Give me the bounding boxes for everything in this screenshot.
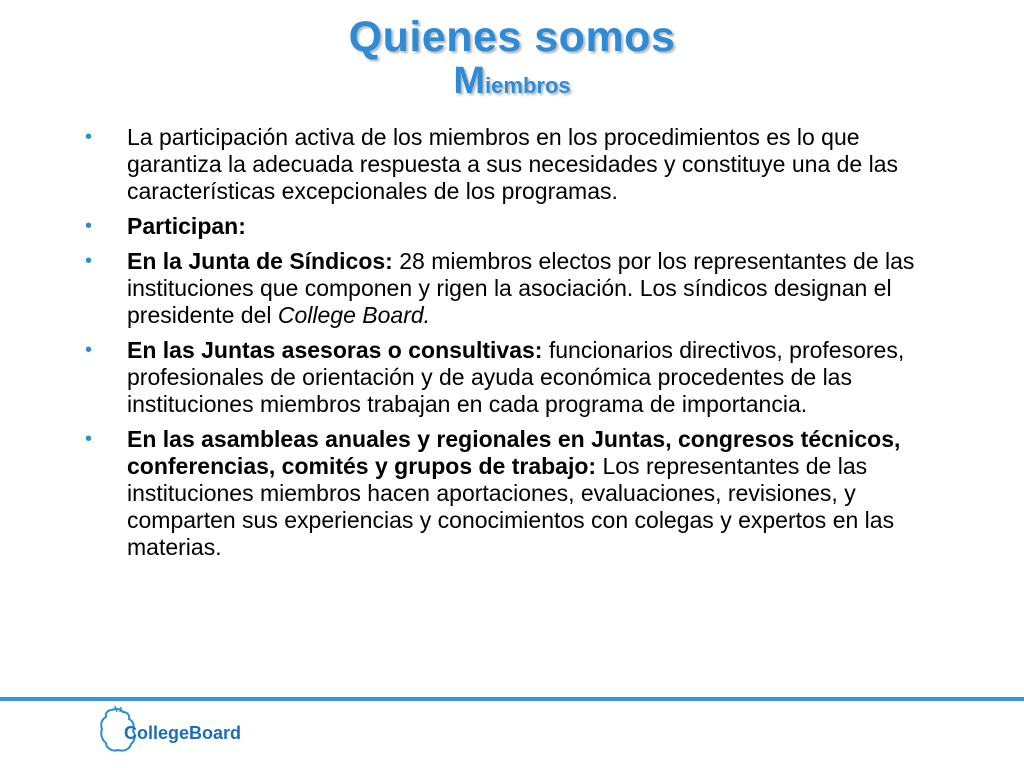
bullet-4-heading: En las Juntas asesoras o consultivas: (127, 337, 543, 363)
bullet-item-5 (85, 426, 945, 561)
footer-divider (0, 697, 1024, 701)
subtitle-rest: iembros (485, 73, 571, 98)
bullet-5-heading: En las asambleas anuales y regionales en Juntas, congresos técnicos, conferencias, comités y grupos de trabajo: (127, 426, 901, 479)
bullet-1-text: La participación activa de los miembros en los procedimientos es lo que garantiza la adecuada respuesta a sus necesidades y constituye una de las características excepcionales de los programas. (127, 124, 899, 204)
bullet-dot-icon: • (85, 428, 93, 450)
collegeboard-logo (98, 704, 241, 754)
bullet-3-text: 28 miembros electos por los representantes de las instituciones que componen y rigen la asociación. Los síndicos designan el presidente del (127, 248, 915, 328)
bullet-3-italic: College Board. (277, 302, 431, 328)
bullet-4-text: funcionarios directivos, profesores, profesionales de orientación y de ayuda económica procedentes de las instituciones miembros trabajan en cada programa de importancia. (127, 337, 905, 417)
bullet-dot-icon: • (85, 215, 93, 237)
subtitle-initial: M (453, 60, 486, 102)
logo-wordmark: CollegeBoard (124, 722, 242, 743)
bullet-3-heading: En la Junta de Síndicos: (127, 248, 393, 274)
bullet-dot-icon: • (85, 250, 93, 272)
slide-title: Quienes somos (348, 13, 676, 61)
slide-subtitle (0, 58, 1024, 112)
bullet-item-4 (85, 337, 945, 418)
bullet-dot-icon: • (85, 126, 93, 148)
bullet-dot-icon: • (85, 339, 93, 361)
bullet-item-2 (85, 213, 945, 240)
title-block (0, 12, 1024, 112)
bullet-list (85, 124, 945, 569)
bullet-item-1 (85, 124, 945, 205)
bullet-2-heading: Participan: (127, 213, 246, 239)
bullet-item-3 (85, 248, 945, 329)
bullet-5-text: Los representantes de las instituciones miembros hacen aportaciones, evaluaciones, revisiones, y comparten sus experiencias y conocimientos con colegas y expertos en las materias. (127, 453, 895, 560)
